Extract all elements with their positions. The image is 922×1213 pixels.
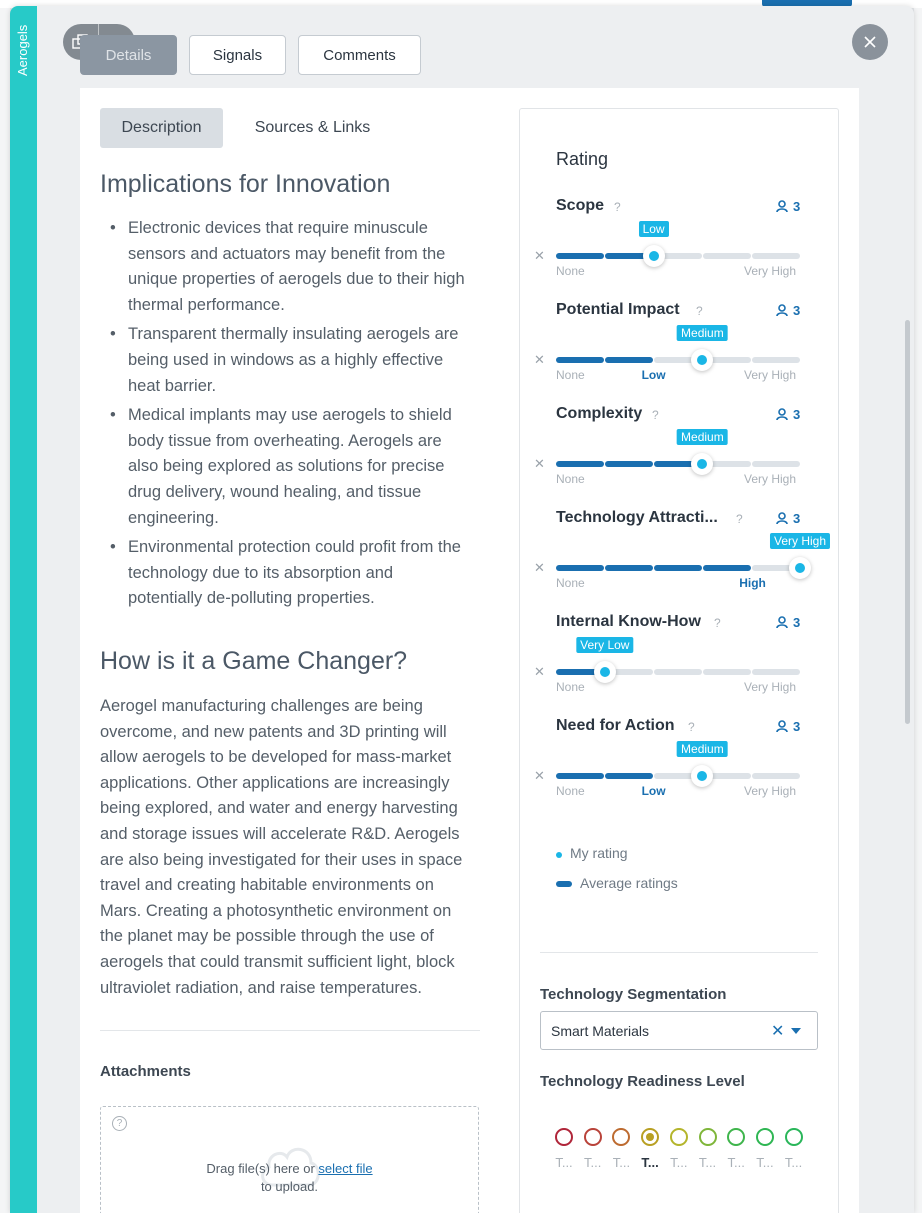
segmentation-select[interactable] [540, 1011, 818, 1050]
rating-track-segment[interactable] [556, 565, 604, 571]
divider [540, 952, 818, 953]
rating-slider-handle[interactable] [643, 245, 665, 267]
rating-slider-handle[interactable] [594, 661, 616, 683]
rater-count-value: 3 [793, 719, 801, 734]
help-icon[interactable]: ? [696, 304, 703, 318]
clear-rating-icon[interactable]: ✕ [534, 248, 545, 263]
game-changer-paragraph: Aerogel manufacturing challenges are being overcome, and new patents and 3D printing will allow aerogels to be developed for mass-market applications. Other applications are increasingly being explored, and water and energy harvesting and storage issues will accelerate R&D. Aerogels are also being investigated for their uses in space travel and creating habitable environments on Mars. Creating a photosynthetic environment on the planet may be possible through the use of aerogels that could transmit sufficient light, block ultraviolet radiation, and raise temperatures. [100, 697, 463, 997]
legend-my-rating: My rating [570, 845, 628, 861]
rating-name: Internal Know-How [556, 613, 701, 630]
my-rating-bubble: Medium [677, 741, 728, 757]
readiness-level-label: T... [756, 1155, 774, 1170]
rating-slider-handle[interactable] [691, 453, 713, 475]
rater-count[interactable] [776, 615, 800, 630]
scale-min-label: None [556, 368, 585, 382]
readiness-level-label: T... [612, 1155, 631, 1170]
tab-comments[interactable]: Comments [298, 35, 421, 75]
app-background-left [0, 8, 10, 1213]
clear-rating-icon[interactable]: ✕ [534, 352, 545, 367]
help-icon[interactable]: ? [688, 720, 695, 734]
average-rating-label: Low [641, 784, 666, 798]
readiness-level-label: T... [555, 1155, 573, 1170]
my-rating-bubble: Very High [770, 533, 830, 549]
rating-name: Need for Action [556, 717, 675, 734]
readiness-level-option[interactable] [584, 1128, 602, 1146]
rating-track-segment[interactable] [752, 669, 800, 675]
scale-min-label: None [556, 264, 585, 278]
chevron-down-icon[interactable] [791, 1028, 801, 1034]
close-modal-button[interactable] [852, 24, 888, 60]
heading-implications: Implications for Innovation [100, 170, 391, 198]
help-icon[interactable]: ? [736, 512, 743, 526]
readiness-level-label: T... [784, 1155, 803, 1170]
rating-track-segment[interactable] [654, 565, 702, 571]
tab-details[interactable]: Details [80, 35, 177, 75]
rater-count-value: 3 [793, 615, 801, 630]
rater-count[interactable] [776, 511, 800, 526]
rating-card [519, 108, 839, 1213]
rating-track-segment[interactable] [605, 773, 653, 779]
clear-rating-icon[interactable]: ✕ [534, 664, 545, 679]
my-rating-bubble: Medium [677, 325, 728, 341]
readiness-level-option[interactable] [727, 1128, 745, 1146]
readiness-level-option[interactable] [612, 1128, 630, 1146]
rating-row [520, 301, 840, 405]
select-file-link[interactable]: select file [318, 1161, 373, 1176]
my-rating-bubble: Low [639, 221, 669, 237]
rater-count[interactable] [776, 199, 800, 214]
segmentation-title: Technology Segmentation [540, 986, 727, 1003]
modal-side-strip [10, 6, 37, 1213]
rating-name: Technology Attracti... [556, 509, 718, 526]
rating-track-segment[interactable] [752, 773, 800, 779]
scale-min-label: None [556, 784, 585, 798]
help-icon[interactable]: ? [614, 200, 621, 214]
rater-count-value: 3 [793, 303, 801, 318]
dropzone-text [101, 1160, 478, 1196]
user-icon [776, 720, 788, 733]
rater-count-value: 3 [793, 407, 801, 422]
readiness-level-option[interactable] [756, 1128, 774, 1146]
scale-min-label: None [556, 576, 585, 590]
list-item: • Transparent thermally insulating aerogels are being used in windows as a highly effective heat barrier. [128, 322, 468, 399]
readiness-level-option[interactable] [670, 1128, 688, 1146]
dropzone-prefix: Drag file(s) here or [206, 1161, 319, 1176]
scrollbar[interactable] [905, 320, 910, 724]
list-item: • Environmental protection could profit from the technology due to its absorption and potentially de-polluting properties. [128, 535, 468, 612]
scale-max-label: Very High [744, 264, 797, 278]
rating-row [520, 405, 840, 509]
scale-max-label: Very High [744, 680, 797, 694]
scale-min-label: None [556, 472, 585, 486]
clear-rating-icon[interactable]: ✕ [534, 456, 545, 471]
list-item: • Medical implants may use aerogels to shield body tissue from overheating. Aerogels are also being explored as solutions for precise drug delivery, wound healing, and tissue engineering. [128, 403, 468, 531]
help-icon[interactable]: ? [652, 408, 659, 422]
rating-track-segment[interactable] [752, 253, 800, 259]
readiness-level-label: T... [584, 1155, 602, 1170]
rating-name: Scope [556, 197, 605, 214]
rating-slider-handle[interactable] [691, 349, 713, 371]
divider [100, 1030, 480, 1031]
rating-track-segment[interactable] [605, 461, 653, 467]
average-rating-legend-icon [556, 881, 572, 887]
rating-track-segment[interactable] [605, 357, 653, 363]
scale-max-label: Very High [744, 472, 797, 486]
my-rating-bubble: Medium [677, 429, 728, 445]
list-item: • Electronic devices that require minuscule sensors and actuators may benefit from the unique properties of aerogels due to their high thermal performance. [128, 216, 468, 318]
user-icon [776, 304, 788, 317]
readiness-level-option[interactable] [555, 1128, 573, 1146]
file-dropzone[interactable] [100, 1106, 479, 1213]
rater-count[interactable] [776, 719, 800, 734]
rating-track-segment[interactable] [605, 565, 653, 571]
rating-row [520, 197, 840, 301]
readiness-level-label: T... [698, 1155, 717, 1170]
user-icon [776, 408, 788, 421]
average-rating-label: High [739, 576, 766, 590]
rating-track-segment[interactable] [752, 357, 800, 363]
subtab-sources-links[interactable]: Sources & Links [254, 119, 371, 136]
help-icon[interactable]: ? [714, 616, 721, 630]
average-rating-label: Low [641, 368, 666, 382]
readiness-level-label: T... [670, 1155, 688, 1170]
implications-list [128, 216, 468, 616]
rater-count-value: 3 [793, 199, 801, 214]
help-icon[interactable]: ? [112, 1116, 127, 1131]
rating-track-segment[interactable] [556, 461, 604, 467]
readiness-level-label: T... [641, 1155, 659, 1170]
clear-rating-icon[interactable]: ✕ [534, 560, 545, 575]
dropzone-suffix: to upload. [260, 1179, 319, 1194]
rating-track-segment[interactable] [556, 253, 604, 259]
rating-track-segment[interactable] [703, 669, 751, 675]
rater-count-value: 3 [793, 511, 801, 526]
readiness-level-option[interactable] [699, 1128, 717, 1146]
scale-max-label: Very High [744, 368, 797, 382]
scale-max-label: Very High [744, 784, 797, 798]
rating-name: Potential Impact [556, 301, 680, 318]
user-icon [776, 512, 788, 525]
readiness-title: Technology Readiness Level [540, 1073, 745, 1090]
rating-row [520, 509, 840, 613]
app-background-right [914, 8, 922, 1213]
readiness-level-option[interactable] [785, 1128, 803, 1146]
rating-row [520, 717, 840, 821]
detail-modal [10, 6, 914, 1213]
legend-average-ratings: Average ratings [580, 875, 678, 891]
modal-content [80, 88, 859, 1213]
side-strip-label: Aerogels [15, 24, 30, 76]
rating-track-segment[interactable] [703, 253, 751, 259]
rating-row [520, 613, 840, 717]
close-icon [863, 35, 877, 49]
rating-name: Complexity [556, 405, 643, 422]
my-rating-legend-icon [556, 852, 562, 858]
rater-count[interactable] [776, 303, 800, 318]
rating-track-segment[interactable] [703, 565, 751, 571]
clear-selection-icon[interactable]: ✕ [771, 1023, 785, 1040]
readiness-level-option[interactable] [641, 1128, 659, 1146]
rating-track-segment[interactable] [752, 461, 800, 467]
rating-track-segment[interactable] [556, 357, 604, 363]
attachments-title: Attachments [100, 1063, 191, 1080]
clear-rating-icon[interactable]: ✕ [534, 768, 545, 783]
user-icon [776, 200, 788, 213]
tab-signals[interactable]: Signals [189, 35, 286, 75]
rating-track-segment[interactable] [556, 773, 604, 779]
scale-min-label: None [556, 680, 585, 694]
segmentation-value: Smart Materials [551, 1023, 650, 1039]
readiness-level-label: T... [727, 1155, 745, 1170]
rater-count[interactable] [776, 407, 800, 422]
rating-track-segment[interactable] [654, 669, 702, 675]
my-rating-bubble: Very Low [576, 637, 633, 653]
rating-slider-handle[interactable] [691, 765, 713, 787]
heading-game-changer: How is it a Game Changer? [100, 647, 408, 675]
user-icon [776, 616, 788, 629]
rating-title: Rating [556, 149, 609, 169]
rating-slider-handle[interactable] [789, 557, 811, 579]
subtab-description[interactable]: Description [100, 108, 223, 148]
